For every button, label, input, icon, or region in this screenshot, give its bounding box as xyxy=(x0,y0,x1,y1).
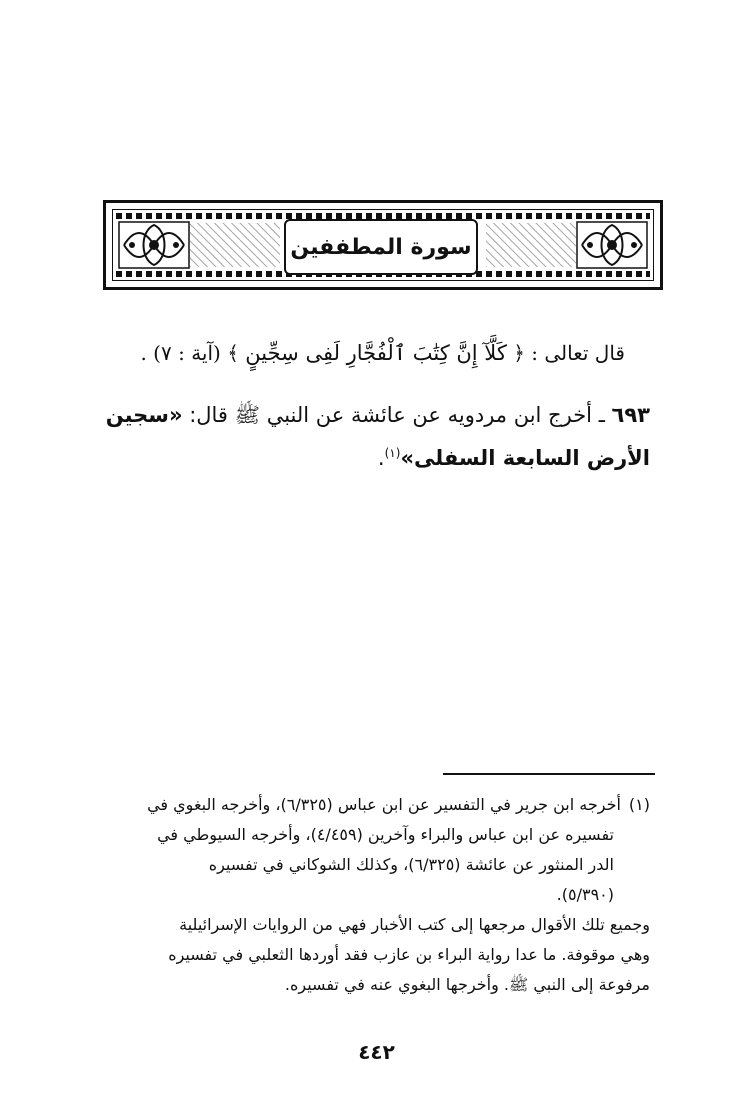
surah-title-box xyxy=(284,219,478,275)
surah-title: سورة المطففين xyxy=(290,234,472,260)
footnotes-section xyxy=(102,790,650,1000)
hadith-quote: «سجين الأرض السابعة السفلى» xyxy=(105,403,650,470)
footnote-marker[interactable]: (١) xyxy=(384,446,401,460)
verse-intro: قال تعالى : xyxy=(531,341,625,365)
hadith-number: ٦٩٣ xyxy=(611,403,650,427)
footnote-paragraph-line: وجميع تلك الأقوال مرجعها إلى كتب الأخبار فهي من الروايات الإسرائيلية xyxy=(179,915,650,934)
hadith-end: . xyxy=(377,446,385,470)
footnote-separator xyxy=(443,773,655,775)
header-pattern-right xyxy=(486,223,576,267)
page-number: ٤٤٢ xyxy=(358,1040,395,1064)
footnote-paragraph-line: وهي موقوفة. ما عدا رواية البراء بن عازب فقد أوردها الثعلبي في تفسيره xyxy=(168,945,650,964)
footnote-line: الدر المنثور عن عائشة (٦/٣٢٥)، وكذلك الشوكاني في تفسيره xyxy=(208,855,614,874)
arabesque-ornament-left-icon xyxy=(118,221,190,269)
footnote-line: (٥/٣٩٠). xyxy=(556,885,614,904)
verse-close-bracket: ﴾ xyxy=(227,341,239,365)
footnote-line: تفسيره عن ابن عباس والبراء وآخرين (٤/٤٥٩)، وأخرجه السيوطي في xyxy=(157,825,614,844)
verse-reference: (آية : ٧) . xyxy=(140,341,221,365)
surah-header-frame xyxy=(103,200,663,290)
quran-verse-text: كَلَّآ إِنَّ كِتَٰبَ ٱلْفُجَّارِ لَفِى سِجِّينٍ xyxy=(245,341,507,365)
header-pattern-left xyxy=(190,223,280,267)
hadith-dash: ـ xyxy=(598,403,605,427)
footnote-line xyxy=(102,790,650,820)
hadith-paragraph xyxy=(102,396,650,477)
verse-line xyxy=(105,335,625,371)
hadith-text: أخرج ابن مردويه عن عائشة عن النبي ﷺ قال: xyxy=(189,403,593,427)
verse-open-bracket: ﴿ xyxy=(513,341,525,365)
footnote-text: أخرجه ابن جرير في التفسير عن ابن عباس (٦/٣٢٥)، وأخرجه البغوي في xyxy=(147,795,621,814)
footnote-paragraph-line: مرفوعة إلى النبي ﷺ. وأخرجها البغوي عنه في تفسيره. xyxy=(284,975,650,994)
footnote-number: (١) xyxy=(628,795,650,814)
arabesque-ornament-right-icon xyxy=(576,221,648,269)
